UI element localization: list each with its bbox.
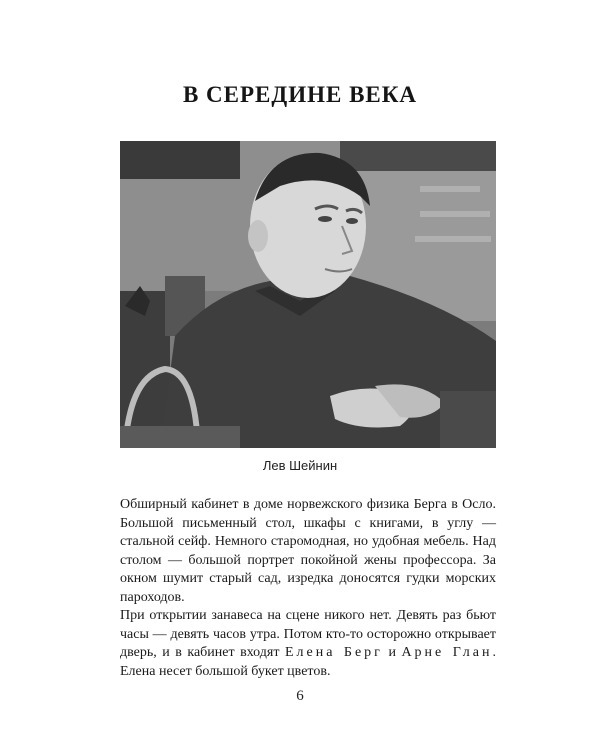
paragraph-2 (120, 607, 496, 681)
body-text (120, 496, 496, 681)
paragraph-2-end: . Елена несет большой букет цветов. (120, 645, 496, 679)
portrait-photo (120, 141, 496, 448)
character-name-arne: Арне Глан (401, 645, 493, 660)
paragraph-2-start: При открытии занавеса на сцене никого нет. Девять раз бьют часы — девять часов утра. Потом кто-то осторожно открывает дверь, и в кабинет входят (120, 608, 496, 660)
photo-caption: Лев Шейнин (262, 458, 338, 473)
conjunction: и (382, 645, 402, 660)
chapter-title: В СЕРЕДИНЕ ВЕКА (182, 82, 418, 107)
character-name-elena: Елена Берг (284, 645, 383, 660)
page-number: 6 (296, 688, 304, 704)
paragraph-1: Обширный кабинет в доме норвежского физика Берга в Осло. Большой письменный стол, шкафы с книгами, в углу — стальной сейф. Немного старомодная, но удобная мебель. Над столом — большой портрет покойной жены профессора. За окном шумит старый сад, изредка доносятся гудки морских пароходов. (120, 497, 496, 605)
portrait-illustration (120, 141, 496, 448)
